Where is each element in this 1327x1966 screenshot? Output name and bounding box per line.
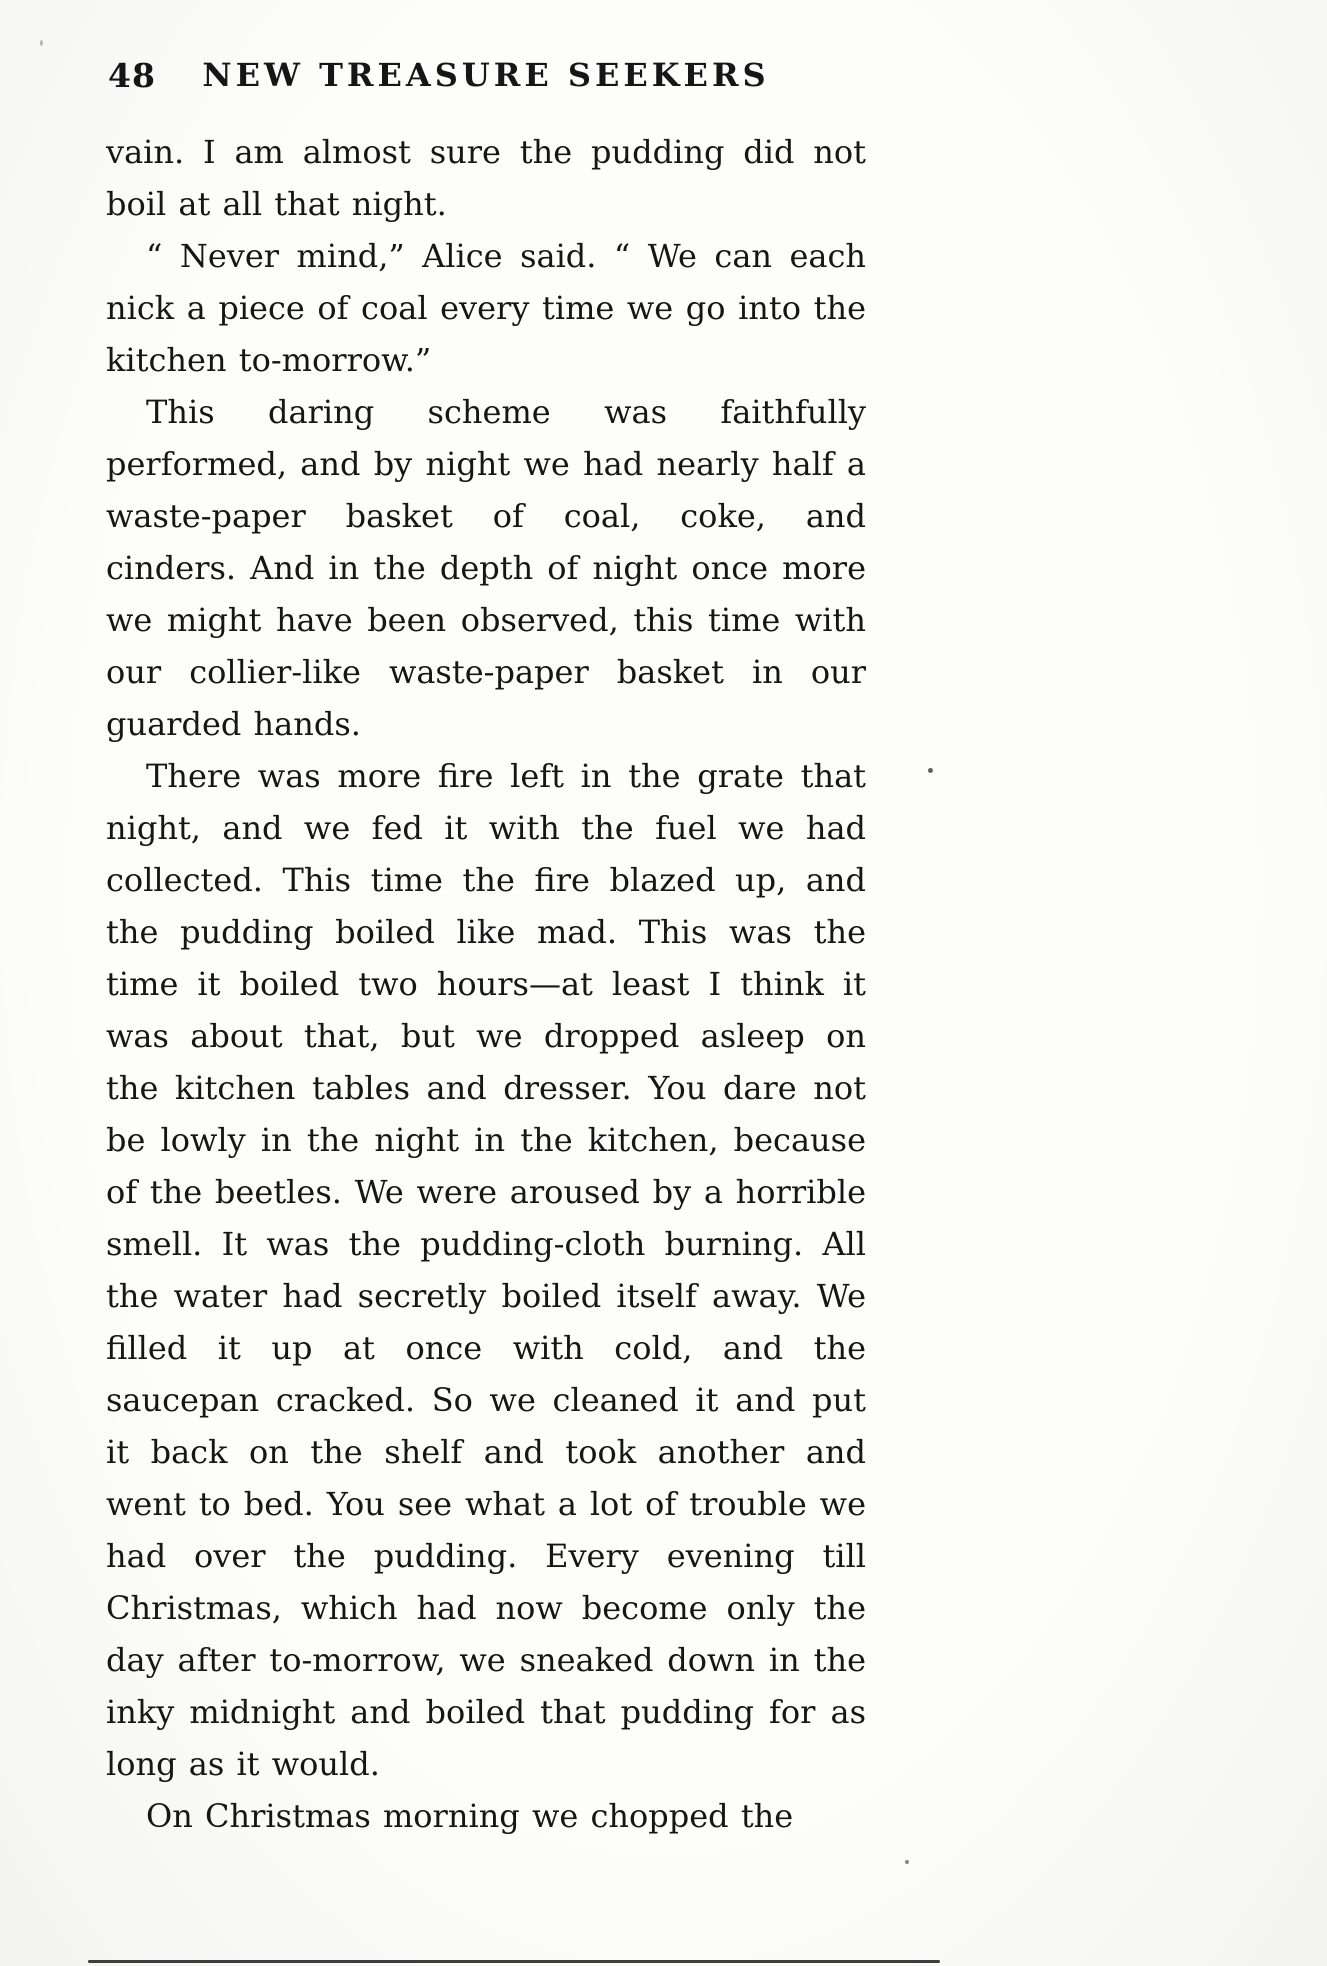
paragraph: There was more fire left in the grate that night, and we fed it with the fuel we had collected. This time the fire blazed up, and the pudding boiled like mad. This was the time it boiled two hours—at least I think it was about that, but we dropped asleep on the kitchen tables and dresser. You dare not be lowly in the night in the kitchen, because of the beetles. We were aroused by a horrible smell. It was the pudding-cloth burning. All the water had secretly boiled itself away. We filled it up at once with cold, and the saucepan cracked. So we cleaned it and put it back on the shelf and took another and went to bed. You see what a lot of trouble we had over the pudding. Every evening till Christmas, which had now become only the day after to-morrow, we sneaked down in the inky midnight and boiled that pudding for as long as it would.	[106, 757, 866, 1783]
scan-speck	[905, 1860, 909, 1864]
running-head: NEW TREASURE SEEKERS	[202, 56, 770, 94]
paragraph: vain. I am almost sure the pudding did not boil at all that night.	[106, 133, 866, 223]
paragraph: This daring scheme was faithfully performed, and by night we had nearly half a waste-paper basket of coal, coke, and cinders. And in the depth of night once more we might have been observed, this time with our collier-like waste-paper basket in our guarded hands.	[106, 393, 866, 743]
scan-speck	[928, 768, 933, 773]
page-header	[106, 56, 866, 100]
page-number: 48	[108, 56, 156, 95]
scan-speck	[40, 40, 43, 46]
scan-page-edge	[88, 1960, 940, 1963]
paragraph: “ Never mind,” Alice said. “ We can each nick a piece of coal every time we go into the kitchen to-morrow.”	[106, 237, 866, 379]
body-text	[106, 126, 866, 1842]
paragraph: On Christmas morning we chopped the	[146, 1797, 794, 1835]
